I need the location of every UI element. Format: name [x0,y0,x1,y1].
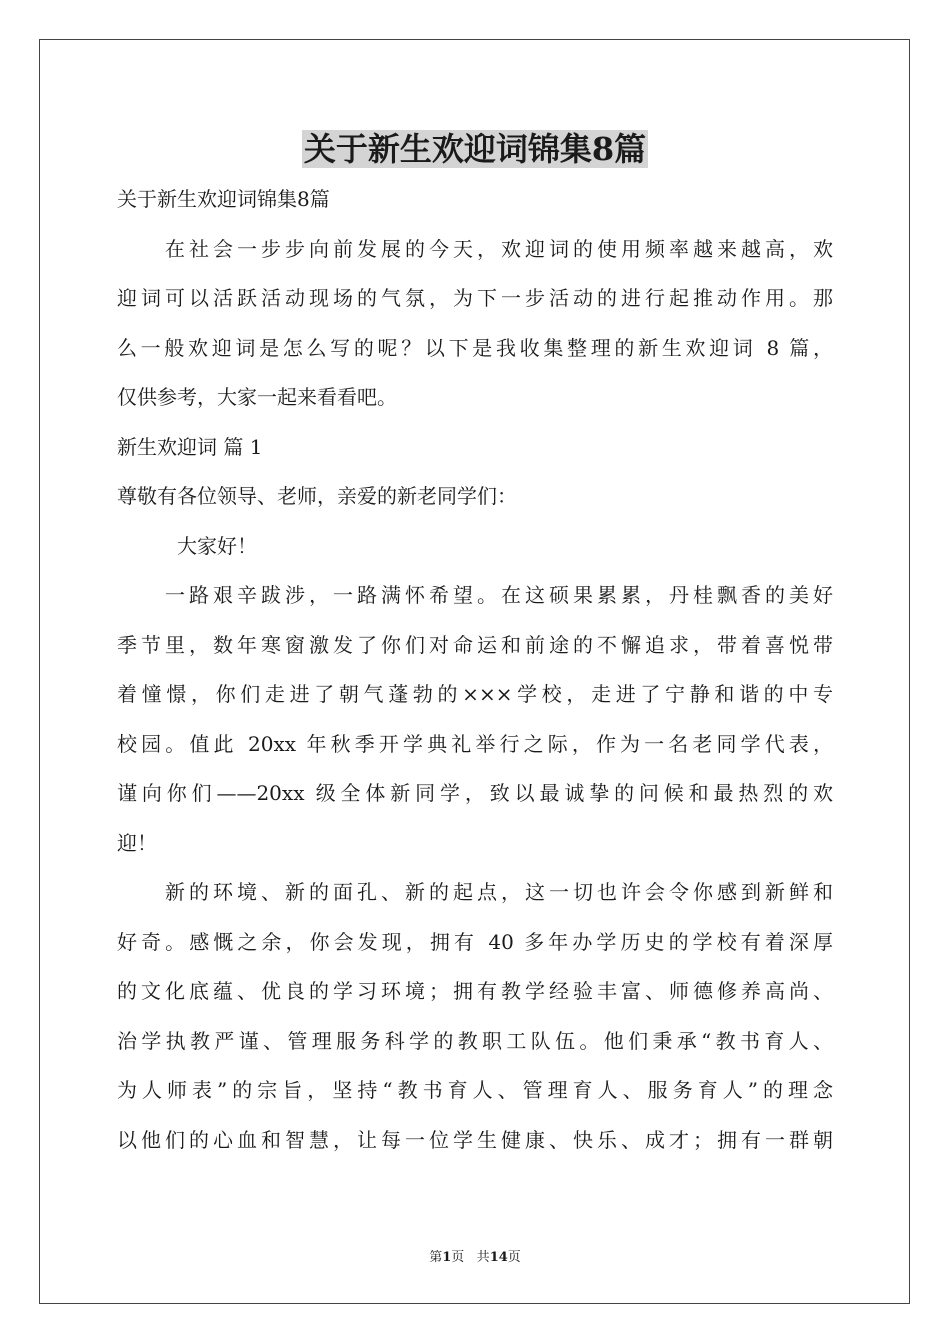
page-suffix: 页 [451,1250,465,1265]
body-line: 治学执教严谨、管理服务科学的教职工队伍。他们秉承“教书育人、 [117,1028,833,1053]
title-text: 关于新生欢迎词锦集8篇 [303,130,647,168]
document-title [0,124,950,174]
body-line: 一路艰辛跋涉，一路满怀希望。在这硕果累累，丹桂飘香的美好 [117,583,833,607]
body-line: 着憧憬，你们走进了朝气蓬勃的×××学校，走进了宁静和谐的中专 [117,682,833,706]
total-suffix: 页 [507,1250,521,1265]
body-line: 迎词可以活跃活动现场的气氛，为下一步活动的进行起推动作用。那 [117,286,833,310]
body-line: 季节里，数年寒窗激发了你们对命运和前途的不懈追求，带着喜悦带 [117,632,833,657]
page-footer [0,1248,950,1268]
body-line: 迎！ [117,830,157,855]
body-line: 么一般欢迎词是怎么写的呢？以下是我收集整理的新生欢迎词 8 篇， [117,335,833,360]
page-number: 1 [442,1250,452,1265]
body-line: 为人师表”的宗旨，坚持“教书育人、管理育人、服务育人”的理念 [117,1078,833,1102]
page-prefix: 第 [429,1250,443,1265]
section-heading: 新生欢迎词 篇 1 [117,434,263,459]
total-pages: 14 [489,1250,508,1265]
greeting-line: 大家好！ [117,533,257,558]
body-line-subtitle: 关于新生欢迎词锦集8篇 [117,187,330,211]
body-line: 新的环境、新的面孔、新的起点，这一切也许会令你感到新鲜和 [117,880,833,904]
document-body [117,175,833,1165]
salutation-line: 尊敬有各位领导、老师，亲爱的新老同学们： [117,484,517,508]
body-line: 以他们的心血和智慧，让每一位学生健康、快乐、成才；拥有一群朝 [117,1127,833,1152]
body-line: 谨向你们——20xx 级全体新同学，致以最诚挚的问候和最热烈的欢 [117,781,833,805]
body-line: 校园。值此 20xx 年秋季开学典礼举行之际，作为一名老同学代表， [117,731,833,756]
body-line: 好奇。感慨之余，你会发现，拥有 40 多年办学历史的学校有着深厚 [117,929,833,954]
body-line: 在社会一步步向前发展的今天，欢迎词的使用频率越来越高，欢 [117,236,833,261]
total-prefix: 共 [476,1250,490,1265]
body-line: 仅供参考，大家一起来看看吧。 [117,385,397,409]
body-line: 的文化底蕴、优良的学习环境；拥有教学经验丰富、师德修养高尚、 [117,979,833,1003]
